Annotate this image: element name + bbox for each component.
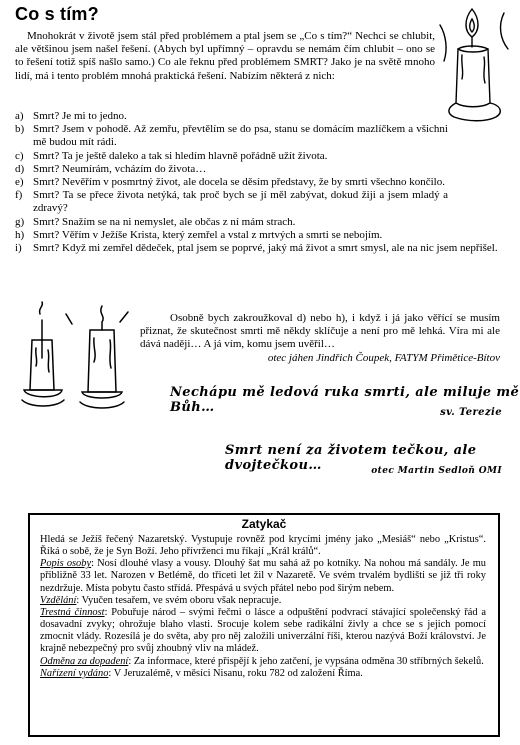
- item-text: Smrt? Věřím v Ježíše Krista, který zemřel a vstal z mrtvých a smrti se nebojím.: [33, 228, 383, 241]
- closing-paragraph: Osobně bych zakroužkoval d) nebo h), i když i já jako věřící se musím přiznat, že skutečnost smrti mě někdy sklíčuje a není pro mě lehká. Víra mi ale dává naději… A já vím, komu jsem uvěřil…: [140, 312, 500, 351]
- item-text: Smrt? Ta je ještě daleko a tak si hledím hlavně pořádně užít života.: [33, 149, 328, 162]
- list-item: [15, 216, 448, 229]
- item-text: Smrt? Nevěřím v posmrtný život, ale docela se děsím představy, že by smrti všechno končilo.: [33, 176, 445, 189]
- wanted-field: Vzdělání: Vyučen tesařem, ve svém oboru však nepracuje.: [40, 594, 282, 606]
- list-item: [15, 229, 500, 242]
- quote-author: sv. Terezie: [440, 407, 502, 418]
- list-item: [15, 176, 448, 189]
- answer-list: [15, 110, 500, 255]
- quote-text: Smrt není za životem tečkou, ale dvojtečkou…: [225, 443, 477, 473]
- item-label: i): [15, 242, 22, 255]
- wanted-intro: Hledá se Ježíš řečený Nazaretský. Vystupuje rovněž pod krycími jmény jako „Mesiáš“ nebo „Kristus“. Říká o sobě, že je Syn Boží. Jeho přívrženci mu říkají „Král králů“.: [40, 534, 486, 558]
- wanted-field: Popis osoby: Nosí dlouhé vlasy a vousy. Dlouhý šat mu sahá až po kotníky. Na nohou má sandály. Je mu přibližně 33 let. Narozen v Betlémě, do třiceti let žil v Nazaretě. Ve svém trvalém bydlišti se již tři roky nezdržuje. Místa pobytu často střídá. Přespává u svých přátel nebo pod širým nebem.: [40, 558, 486, 594]
- wanted-poster: [28, 513, 500, 737]
- item-text: Smrt? Neumírám, vcházím do života…: [33, 162, 207, 175]
- item-text: Smrt? Je mi to jedno.: [33, 110, 127, 122]
- field-label: Vzdělání: [40, 594, 77, 606]
- item-label: g): [15, 215, 25, 228]
- wanted-title: Zatykač: [241, 517, 287, 531]
- list-item: [15, 123, 448, 149]
- item-label: h): [15, 228, 25, 241]
- field-text: V Jeruzalémě, v měsíci Nisanu, roku 782 od založení Říma.: [113, 667, 363, 679]
- candles-illustration: [20, 300, 135, 410]
- field-label: Popis osoby: [40, 558, 92, 570]
- field-label: Nařízení vydáno: [40, 667, 109, 679]
- wanted-field: Nařízení vydáno: V Jeruzalémě, v měsíci Nisanu, roku 782 od založení Říma.: [40, 667, 363, 679]
- list-item: [15, 110, 448, 123]
- wanted-field: Trestná činnost: Pobuřuje národ – svými řečmi o lásce a odpuštění podvrací stávající společenský řád a dosavadní zvyky; ohrožuje blaho vlasti. Srocuje kolem sebe radikální živly a chce se s jejich pomocí zmocnit vlády. Rozesílá je do světa, aby pro něj založili univerzální říši, kterou nazývá Boží království. Je krajně nebezpečný pro svůj zhoubný vliv na mládež.: [40, 606, 486, 655]
- signature: otec jáhen Jindřich Čoupek, FATYM Přimětice-Bítov: [267, 352, 500, 364]
- field-text: Za informace, které přispějí k jeho zatčení, je vypsána odměna 30 stříbrných šekelů.: [133, 655, 484, 667]
- list-item: [15, 242, 500, 255]
- wanted-field: Odměna za dopadení: Za informace, které přispějí k jeho zatčení, je vypsána odměna 30 stříbrných šekelů.: [40, 655, 484, 667]
- field-label: Trestná činnost: [40, 606, 105, 618]
- item-label: e): [15, 176, 24, 189]
- field-text: Nosí dlouhé vlasy a vousy. Dlouhý šat mu sahá až po kotníky. Na nohou má sandály. Je mu přibližně 33 let. Narozen v Betlémě, do třiceti let žil v Nazaretě. Ve svém trvalém bydlišti se již tři roky nezdržuje. Místa pobytu často střídá. Přespává u svých přátel nebo pod širým nebem.: [40, 558, 486, 594]
- list-item: [15, 163, 448, 176]
- field-label: Odměna za dopadení: [40, 655, 129, 667]
- item-label: b): [15, 123, 25, 136]
- field-text: Pobuřuje národ – svými řečmi o lásce a odpuštění podvrací stávající společenský řád a dosavadní zvyky; ohrožuje blaho vlasti. Srocuje kolem sebe radikální živly a chce se s jejich pomocí zmocnit vlády. Rozesílá je do světa, aby pro něj založili univerzální říši, kterou nazývá Boží království. Je krajně nebezpečný pro svůj zhoubný vliv na mládež.: [40, 606, 486, 655]
- item-label: a): [15, 110, 24, 122]
- candle-illustration: [434, 5, 514, 123]
- quote-text: Nechápu mě ledová ruka smrti, ale miluje mě Bůh…: [170, 385, 520, 415]
- item-label: c): [15, 149, 24, 162]
- quote-author: otec Martin Sedloň OMI: [371, 466, 502, 476]
- list-item: [15, 189, 448, 215]
- list-item: [15, 150, 448, 163]
- item-text: Smrt? Když mi zemřel dědeček, ptal jsem se poprvé, jaký má život a smrt smysl, ale na nic jsem nepřišel.: [33, 242, 498, 255]
- field-text: Vyučen tesařem, ve svém oboru však nepracuje.: [81, 594, 282, 606]
- intro-paragraph: Mnohokrát v životě jsem stál před problémem a ptal jsem se „Co s tím?“ Nechci se chlubit, ale většinou jsem našel řešení. (Abych byl upřímný – opravdu se nemám čím chlubit – ono se to řešení totiž spíš našlo samo.) Co ale řeknu před problémem SMRT? Jako je na světě mnoho lidí, má i tento problém mnohá praktická řešení. Nabízím některá z nich:: [15, 30, 435, 82]
- item-label: d): [15, 162, 25, 175]
- page-title: Co s tím?: [15, 4, 99, 24]
- item-text: Smrt? Snažím se na ni nemyslet, ale občas z ní mám strach.: [33, 215, 296, 228]
- item-text: Smrt? Ta se přece života netýká, tak proč bych se jí měl zabývat, dokud žiji a jsem mladý a zdravý?: [33, 189, 448, 215]
- wanted-body: [40, 534, 486, 680]
- item-label: f): [15, 189, 23, 202]
- item-text: Smrt? Jsem v pohodě. Až zemřu, převtělím se do psa, stanu se domácím mazlíčkem a všichni mě budou mít rádi.: [33, 123, 448, 149]
